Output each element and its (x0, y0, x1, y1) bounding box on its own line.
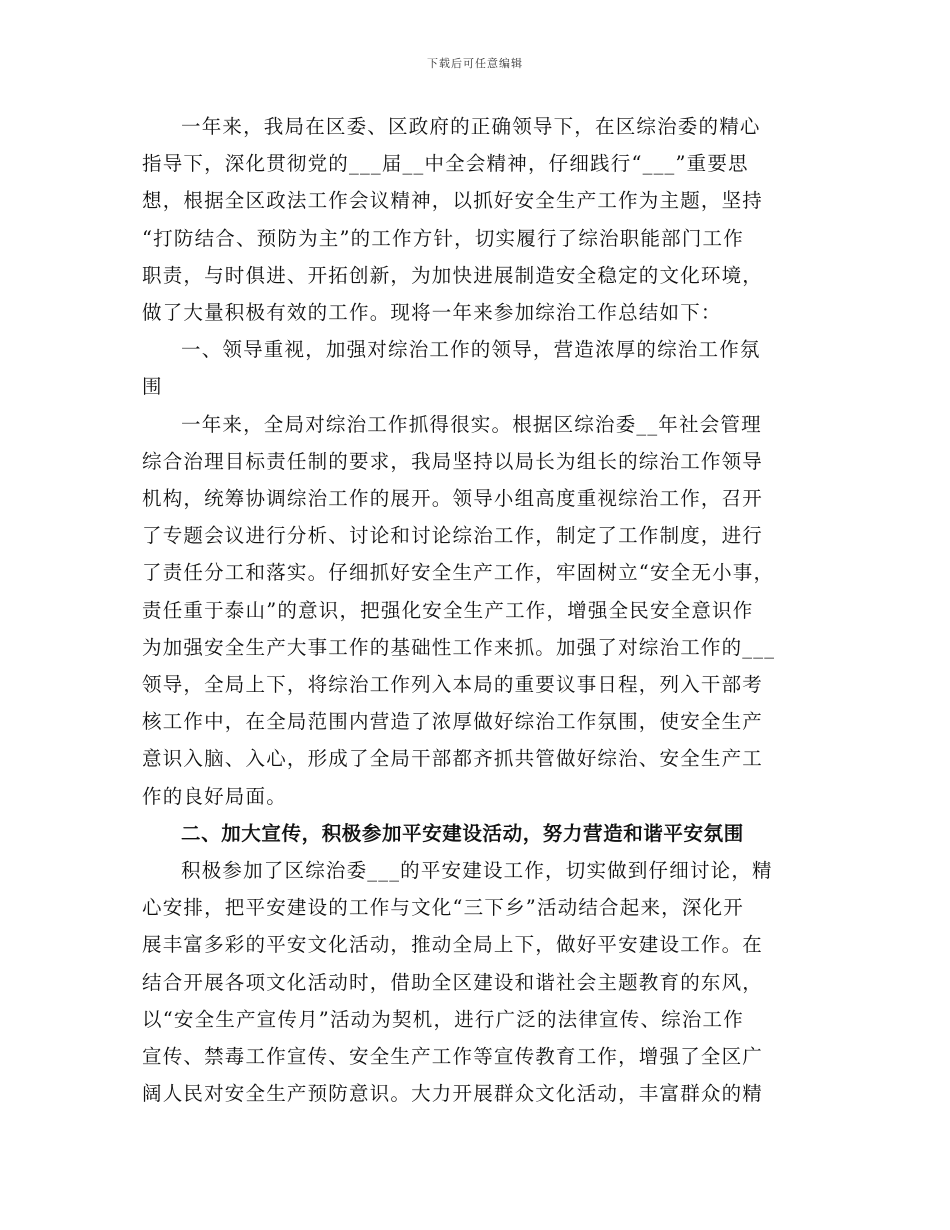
text-line: 核工作中，在全局范围内营造了浓厚做好综治工作氛围，使安全生产 (142, 710, 764, 734)
text-line: 宣传、禁毒工作宣传、安全生产工作等宣传教育工作，增强了全区广 (142, 1045, 764, 1069)
page-header-note: 下载后可任意编辑 (427, 57, 523, 70)
paragraph-section-1 (142, 406, 807, 815)
text-line: 责任重于泰山”的意识，把强化安全生产工作，增强全民安全意识作 (142, 598, 754, 622)
paragraph-section-2 (142, 852, 807, 1112)
text-line: 做了大量积极有效的工作。现将一年来参加综治工作总结如下： (142, 301, 722, 325)
text-line: 指导下，深化贯彻党的___届__中全会精神，仔细践行“___”重要思 (142, 152, 749, 176)
text-line: 心安排，把平安建设的工作与文化“三下乡”活动结合起来，深化开 (142, 896, 744, 920)
text-line: 想，根据全区政法工作会议精神，以抓好安全生产工作为主题，坚持 (142, 189, 764, 213)
section-heading-1 (142, 331, 807, 405)
text-line: 一年来，全局对综治工作抓得很实。根据区综治委__年社会管理 (181, 412, 762, 436)
text-line: 一、领导重视，加强对综治工作的领导，营造浓厚的综治工作氛 (181, 338, 761, 362)
text-line: 机构，统筹协调综治工作的展开。领导小组高度重视综治工作，召开 (142, 487, 764, 511)
text-line: “打防结合、预防为主”的工作方针，切实履行了综治职能部门工作 (142, 226, 744, 250)
text-line: 结合开展各项文化活动时，借助全区建设和谐社会主题教育的东风， (142, 970, 764, 994)
paragraph-intro (142, 108, 807, 331)
document-body (142, 108, 807, 1112)
text-line: 职责，与时俱进、开拓创新，为加快进展制造安全稳定的文化环境， (142, 263, 764, 287)
text-line: 二、加大宣传，积极参加平安建设活动，努力营造和谐平安氛围 (181, 821, 744, 845)
text-line: 作的良好局面。 (142, 784, 287, 808)
text-line: 为加强安全生产大事工作的基础性工作来抓。加强了对综治工作的___ (142, 635, 776, 659)
text-line: 了责任分工和落实。仔细抓好安全生产工作，牢固树立“安全无小事， (142, 561, 775, 585)
text-line: 以“安全生产宣传月”活动为契机，进行广泛的法律宣传、综治工作 (142, 1007, 744, 1031)
text-line: 综合治理目标责任制的要求，我局坚持以局长为组长的综治工作领导 (142, 449, 764, 473)
text-line: 积极参加了区综治委___的平安建设工作，切实做到仔细讨论，精 (181, 859, 773, 883)
text-line: 了专题会议进行分析、讨论和讨论综治工作，制定了工作制度，进行 (142, 524, 764, 548)
text-line: 领导，全局上下，将综治工作列入本局的重要议事日程，列入干部考 (142, 673, 764, 697)
text-line: 意识入脑、入心，形成了全局干部都齐抓共管做好综治、安全生产工 (142, 747, 764, 771)
text-line: 阔人民对安全生产预防意识。大力开展群众文化活动，丰富群众的精 (142, 1082, 764, 1106)
section-heading-2 (142, 815, 807, 852)
text-line: 一年来，我局在区委、区政府的正确领导下，在区综治委的精心 (181, 115, 761, 138)
text-line: 围 (142, 375, 163, 399)
text-line: 展丰富多彩的平安文化活动，推动全局上下，做好平安建设工作。在 (142, 933, 764, 957)
